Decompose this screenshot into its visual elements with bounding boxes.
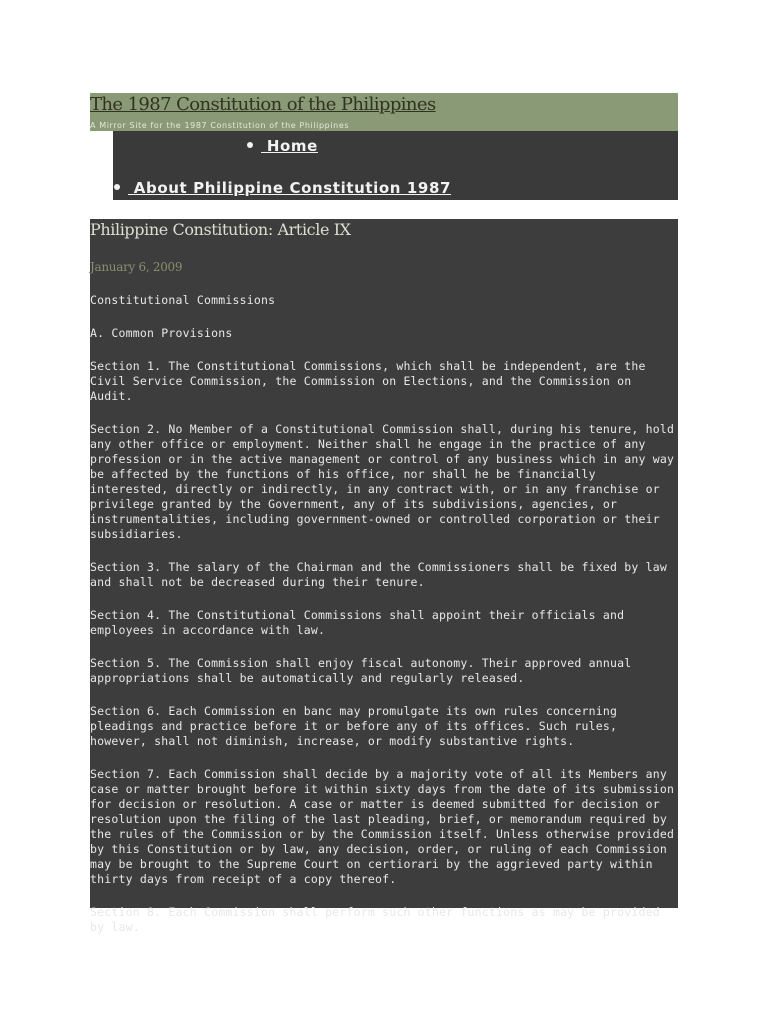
nav-item-about: [0, 178, 565, 198]
post-body: [90, 293, 678, 953]
post-paragraph: A. Common Provisions: [90, 326, 233, 340]
post-paragraph: Section 2. No Member of a Constitutional Commission shall, during his tenure, hold any other office or employment. Neither shall he engage in the practice of any profession or in the active management or control of any business which in any way be affected by the functions of his office, nor shall he be financially interested, directly or indirectly, in any contract with, or in any franchise or privilege granted by the Government, any of its subdivisions, agencies, or instrumentalities, including government-owned or controlled corporation or their subsidiaries.: [90, 422, 675, 541]
post-title: Philippine Constitution: Article IX: [90, 220, 351, 239]
bullet-icon: [247, 142, 253, 148]
nav-link-about[interactable]: About Philippine Constitution 1987: [127, 179, 452, 197]
site-header: [90, 93, 678, 131]
site-title-link[interactable]: The 1987 Constitution of the Philippines: [90, 94, 436, 115]
post-paragraph: Section 7. Each Commission shall decide by a majority vote of all its Members any case or matter brought before it within sixty days from the date of its submission for decision or resolution. A case or matter is deemed submitted for decision or resolution upon the filing of the last pleading, brief, or memorandum required by the rules of the Commission or by the Commission itself. Unless otherwise provided by this Constitution or by law, any decision, order, or ruling of each Commission may be brought to the Supreme Court on certiorari by the aggrieved party within thirty days from receipt of a copy thereof.: [90, 767, 675, 886]
site-subtitle: A Mirror Site for the 1987 Constitution of the Philippines: [90, 121, 350, 130]
post-paragraph: Section 8. Each Commission shall perform such other functions as may be provided by law.: [90, 905, 660, 934]
nav-item-home: [0, 136, 565, 156]
post-paragraph: Section 1. The Constitutional Commissions, which shall be independent, are the Civil Service Commission, the Commission on Elections, and the Commission on Audit.: [90, 359, 646, 403]
post-paragraph: Section 5. The Commission shall enjoy fiscal autonomy. Their approved annual appropriations shall be automatically and regularly released.: [90, 656, 632, 685]
post-paragraph: Constitutional Commissions: [90, 293, 276, 307]
post-panel: [90, 219, 678, 934]
post-paragraph: Section 6. Each Commission en banc may promulgate its own rules concerning pleadings and practice before it or before any of its offices. Such rules, however, shall not diminish, increase, or modify substantive rights.: [90, 704, 618, 748]
bullet-icon: [114, 184, 120, 190]
post-date: January 6, 2009: [90, 260, 183, 274]
post-paragraph: Section 4. The Constitutional Commissions shall appoint their officials and employees in accordance with law.: [90, 608, 625, 637]
post-paragraph: Section 3. The salary of the Chairman and the Commissioners shall be fixed by law and shall not be decreased during their tenure.: [90, 560, 668, 589]
nav-link-home[interactable]: Home: [261, 137, 318, 155]
